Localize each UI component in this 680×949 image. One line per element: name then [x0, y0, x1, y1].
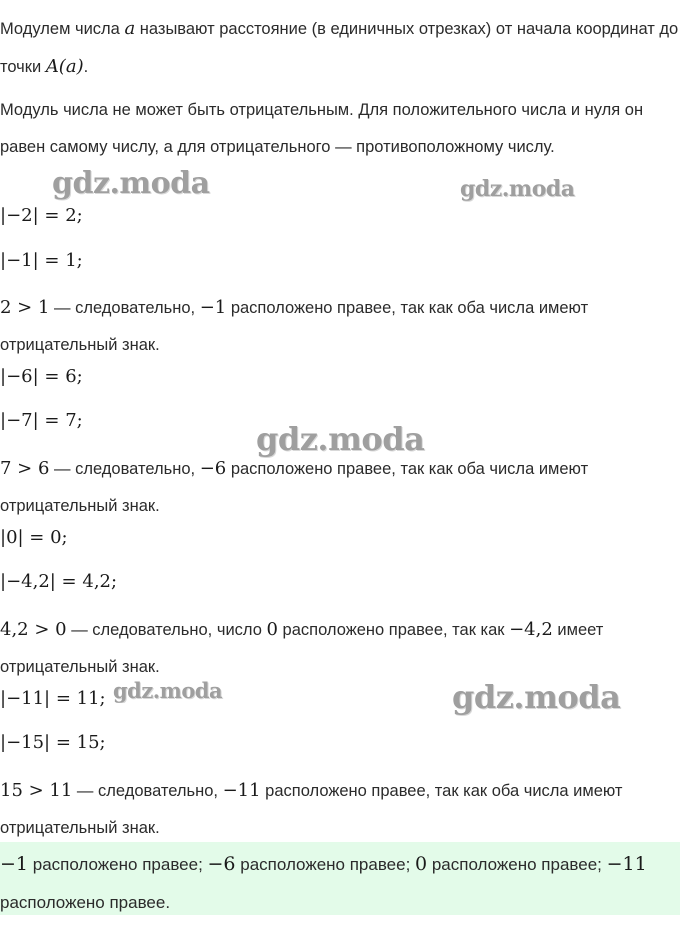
number-math: 0 — [415, 853, 428, 875]
equation-line: |−15| = 15; — [0, 732, 106, 753]
equation-line: |−2| = 2; — [0, 205, 83, 226]
watermark: gdz.moda — [113, 678, 223, 703]
definition-text: Модулем числа — [0, 20, 125, 38]
comparison-text: расположено правее, так как — [277, 621, 510, 639]
rule-paragraph: Модуль числа не может быть отрицательным. Для положительного числа и нуля он равен самому числу, а для отрицательного — противоположному числу. — [0, 101, 644, 156]
number-math: 0 — [266, 619, 278, 640]
comparison-text: — следовательно, — [49, 460, 200, 478]
number-math: −11 — [222, 780, 261, 801]
definition-text: называют расстояние (в единичных отрезках) от начала координат до точки — [0, 20, 679, 76]
comparison-text: имеет отрицательный знак. — [0, 621, 604, 676]
definition-text: . — [83, 58, 89, 76]
number-math: −1 — [199, 297, 227, 318]
comparison-math: 15 > 11 — [0, 780, 73, 801]
comparison-math: 2 > 1 — [0, 297, 50, 318]
number-math: −11 — [606, 853, 647, 875]
watermark: gdz.moda — [452, 678, 621, 716]
equation-line: |−11| = 11; — [0, 688, 106, 709]
comparison-text: — следовательно, число — [66, 621, 267, 639]
comparison-paragraph — [0, 450, 680, 525]
equation-line: |−7| = 7; — [0, 410, 83, 431]
number-math: −6 — [199, 458, 227, 479]
comparison-math: 4,2 > 0 — [0, 619, 67, 640]
number-math: −6 — [207, 853, 236, 875]
comparison-math: 7 > 6 — [0, 458, 50, 479]
answer-box — [0, 842, 680, 915]
point-a: A(a) — [45, 56, 84, 77]
equation-line: |−1| = 1; — [0, 250, 83, 271]
answer-text: расположено правее; — [28, 855, 208, 874]
comparison-text: расположено правее, так как оба числа имеют отрицательный знак. — [0, 460, 589, 515]
definition-paragraph — [0, 10, 680, 86]
answer-text: расположено правее. — [0, 893, 171, 912]
comparison-paragraph — [0, 289, 680, 364]
comparison-text: расположено правее, так как оба числа имеют отрицательный знак. — [0, 299, 589, 354]
comparison-paragraph — [0, 611, 680, 686]
equation-line: |0| = 0; — [0, 527, 68, 548]
comparison-text: расположено правее, так как оба числа имеют отрицательный знак. — [0, 782, 623, 837]
answer-paragraph — [0, 845, 680, 922]
equation-line: |−6| = 6; — [0, 366, 83, 387]
watermark: gdz.moda — [256, 420, 425, 458]
comparison-paragraph — [0, 772, 680, 847]
answer-text: расположено правее; — [427, 855, 607, 874]
number-math: −1 — [0, 853, 29, 875]
watermark: gdz.moda — [52, 166, 210, 201]
equation-line: |−4,2| = 4,2; — [0, 571, 118, 592]
comparison-text: — следовательно, — [49, 299, 200, 317]
answer-text: расположено правее; — [235, 855, 416, 874]
comparison-text: — следовательно, — [72, 782, 223, 800]
variable-a: a — [124, 18, 136, 39]
number-math: −4,2 — [509, 619, 553, 640]
watermark: gdz.moda — [460, 176, 575, 202]
